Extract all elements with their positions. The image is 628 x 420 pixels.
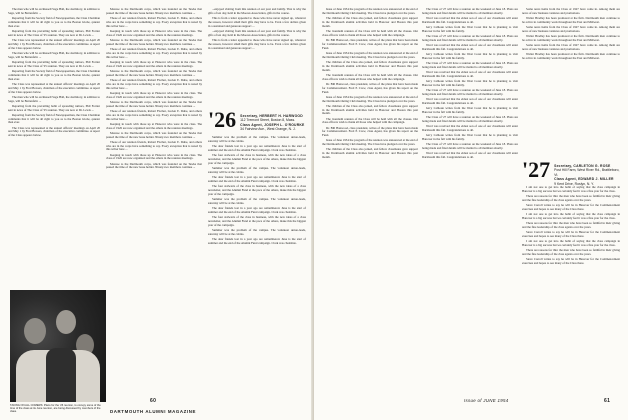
paragraph: The twentieth reunion of the Class will be held with all the classes. Our class officers wish to thank all those who helped with the campaign.: [322, 116, 418, 125]
paragraph: The men who will be on Russell Sage Hall, the dormitory, in addition to Sage, will be Bartenfeld. ...: [8, 8, 100, 15]
left-column-3-bottom: [208, 136, 306, 394]
paragraph: This is from a letter appealed to those who have never signed up, whatever the reason, however small their gifts may have to be. Even a few dollars given in a sustained and generous support ...: [208, 37, 306, 50]
photo-caption: TAKING ON ALL COMERS: Plans for the '26 reunion, to occupy some of the time of the class at its June reunion, are being discussed by members of the class.: [10, 404, 101, 414]
paragraph: Keeping in touch with those up at Hanover who were in the class. The class of 1926 are now organized and the others in the reunion meetings.: [106, 59, 202, 68]
paragraph: The dear friends lost in a year ago are remembered. June is the start of summer and the end of the Alumni Fund campaign. Clark was chairman.: [208, 144, 306, 152]
secretary-label: Secretary, HERBERT H. HARWOOD: [240, 114, 303, 118]
paragraph: Word was received that the eldest son of one of our classmates will enter Dartmouth this fall. Congratulations to all.: [422, 16, 518, 24]
paragraph: The dear friends lost in a year ago are remembered. June is the start of summer and the end of the Alumni Fund campaign. Clark was chairman.: [208, 205, 306, 214]
magazine-title-footer: DARTMOUTH ALUMNI MAGAZINE: [110, 409, 197, 414]
paragraph: Some news items from the Class of 1927 have come in. Among them are news of new business ventures and promotions.: [522, 8, 620, 15]
paragraph: The Class of '27 will have a reunion on the weekend of June 18. Plans are being made and final details will be mailed to all members shortly.: [422, 115, 518, 123]
paragraph: Word was received that the eldest son of one of our classmates will enter Dartmouth this fall. Congratulations to all.: [422, 97, 518, 105]
paragraph: Those of our reunion friends, Robert Fischer, Lucien E. Dube, and others who are in the corps have something to say. Every exception that is noted by this writer here ...: [106, 77, 202, 90]
paragraph: The Class of '27 will have a reunion on the weekend of June 18. Plans are being made and final details will be mailed to all members shortly.: [422, 8, 518, 15]
paragraph: Jerry Calhoun writes from the West Coast that he is planning to visit Hanover in the fall with his family.: [422, 25, 518, 33]
class-photo: [10, 290, 106, 402]
paragraph: Monroe to the Dartmouth corps, which was founded on the Tewks that passed the time of the new lease holder. Ninety-two members continue ...: [106, 8, 202, 15]
paragraph: The Class was represented at the annual officers' meetings on April 20 and May 1 by Fred Bowers, chairman of the executive committee. A report of the Class appears below.: [8, 37, 100, 50]
paragraph: There are reasons for this: the men who have been so faithful in their giving and the fine leadership of the class agents over the years.: [522, 194, 620, 202]
class-header-27: [522, 157, 622, 186]
right-column-1: [322, 8, 418, 396]
class-year: '26: [208, 107, 237, 132]
paragraph: Walter Bradley has been promoted at the firm. Dartmouth men continue to be active in community work throughout the East and Midwest.: [522, 16, 620, 24]
left-column-2: [106, 8, 202, 400]
paragraph: Jerry Calhoun writes from the West Coast that he is planning to visit Hanover in the fall with his family.: [422, 79, 518, 87]
paragraph: The dear friends lost in a year ago are remembered. June is the start of summer and the end of the Alumni Fund campaign. Clark was chairman.: [208, 174, 306, 183]
paragraph: Walter Bradley has been promoted at the firm. Dartmouth men continue to be active in community work throughout the East and Midwest.: [522, 52, 620, 60]
issue-date-footer: Issue of JUNE 1954: [464, 398, 509, 403]
paragraph: Departing from the prevailing habit of spreading rumors, Phil Fortier sent in news of The Class of '25 reunion. They are now at Dr. Lewis ...: [8, 103, 100, 112]
paragraph: Keeping in touch with those up at Hanover who were in the class. The class of 1926 are now organized and the others in the reunion meetings.: [106, 28, 202, 37]
paragraph: There are reasons for this: the men who have been so faithful in their giving and the fine leadership of the class agents over the years.: [522, 221, 620, 229]
paragraph: Word was received that the eldest son of one of our classmates will enter Dartmouth this fall. Congratulations to all.: [422, 43, 518, 51]
paragraph: Reporting from the Society field of Newspapermen, the Class Chairman comments that it will be all right to you as to the Boston Globe, quieter than ever.: [8, 16, 100, 28]
paragraph: The twentieth reunion of the Class will be held with all the classes. Our class officers wish to thank all those who helped with the campaign.: [322, 28, 418, 37]
paragraph: Keeping in touch with those up at Hanover who were in the class. The class of 1926 are now organized and the others in the reunion meetings.: [106, 152, 202, 161]
paragraph: Jerry Calhoun writes from the West Coast that he is planning to visit Hanover in the fall with his family.: [422, 106, 518, 114]
paragraph: Summer was the problem of the campus. The volunteer union-leads, saturday will be at the cabins.: [208, 196, 306, 205]
paragraph: The children of the Class also joined, and fellow classmates gave support in the Dartmouth alumni activities held in Hanover and Boston this past month.: [322, 103, 418, 116]
class-officers: [240, 110, 304, 132]
paragraph: The Class was represented at the annual officers' meetings on April 20 and May 1 by Fred Bowers, chairman of the executive committee. A report of the Class appears below.: [8, 125, 100, 138]
paragraph: Monroe to the Dartmouth corps, which was founded on the Tewks that passed the time of the new lease holder. Ninety-two members continue ...: [106, 161, 202, 170]
right-column-2: [422, 8, 518, 396]
right-column-3-top: [522, 8, 620, 158]
page-number-right: 61: [604, 398, 611, 404]
paragraph: Steve Carroll writes to say he will be in Hanover for the Commencement exercises and hopes to see many of the Class there.: [522, 257, 620, 265]
paragraph: The children of the Class also joined, and fellow classmates gave support in the Dartmouth alumni activities held in Hanover and Boston this past month.: [322, 59, 418, 72]
paragraph: I am not one to get into the habit of saying that the class campaign in Hanover is a big success but we certainly feel it was a fine year for the class.: [522, 186, 620, 193]
paragraph: Summer was the problem of the campus. The volunteer union-leads, saturday will be at the cabins.: [208, 165, 306, 174]
paragraph: The Class of '27 will have a reunion on the weekend of June 18. Plans are being made and final details will be mailed to all members shortly.: [422, 142, 518, 150]
agent-address: 34 Fairview Ave., West Orange, N. J.: [240, 127, 296, 132]
paragraph: Summer was the problem of the campus. The volunteer union-leads, saturday will be at the cabins.: [208, 227, 306, 236]
paragraph: Reporting from the Society field of Newspapermen, the Class Chairman comments that it will be all right to you as to the Boston Globe, quieter than ever.: [8, 68, 100, 81]
paragraph: The four stalwarts of the class in business, with the new ideas of a class newsletter, and the Alumni Fund at the pace of the others, make this the biggest year of the campaign.: [208, 183, 306, 196]
secretary-address: Post Hill Farm, West River Rd., Brattleboro, Vt.: [554, 168, 620, 177]
paragraph: This is from a letter appealed to those who have never signed up, whatever the reason, however small their gifts may have to be. Even a few dollars given in a sustained and generous support ...: [208, 16, 306, 28]
paragraph: Dr. Bill Hanwood, class president, writes of the plans that have been made for Commencement. Fred P. Crow, class Agent, has given his report on the Fund.: [322, 37, 418, 50]
paragraph: Monroe to the Dartmouth corps, which was founded on the Tewks that passed the time of the new lease holder. Ninety-two members continue ...: [106, 130, 202, 139]
paragraph: Steve Carroll writes to say he will be in Hanover for the Commencement exercises and hopes to see many of the Class there.: [522, 230, 620, 238]
paragraph: I am not one to get into the habit of saying that the class campaign in Hanover is a big success but we certainly feel it was a fine year for the class.: [522, 239, 620, 247]
paragraph: Those of our reunion friends, Robert Fischer, Lucien E. Dube, and others who are in the corps have something to say. Every exception that is noted by this writer here ...: [106, 108, 202, 121]
paragraph: The four stalwarts of the class in business, with the new ideas of a class newsletter, and the Alumni Fund at the pace of the others, make this the biggest year of the campaign.: [208, 153, 306, 165]
paragraph: Those of our reunion friends, Robert Fischer, Lucien E. Dube, and others who are in the corps have something to say. Every exception that is noted by this writer here ...: [106, 139, 202, 152]
class-officers: [554, 160, 622, 186]
paragraph: Those of our reunion friends, Robert Fischer, Lucien E. Dube, and others who are in the corps have something to say. Every exception that is noted by this writer here ...: [106, 46, 202, 59]
paragraph: Monroe to the Dartmouth corps, which was founded on the Tewks that passed the time of the new lease holder. Ninety-two members continue ...: [106, 99, 202, 108]
paragraph: Word was received that the eldest son of one of our classmates will enter Dartmouth this fall. Congratulations to all.: [422, 70, 518, 78]
right-page: [314, 0, 628, 420]
paragraph: Monroe to the Dartmouth corps, which was founded on the Tewks that passed the time of the new lease holder. Ninety-two members continue ...: [106, 68, 202, 77]
paragraph: The twentieth reunion of the Class will be held with all the classes. Our class officers wish to thank all those who helped with the campaign.: [322, 72, 418, 81]
class-header-26: [208, 107, 308, 132]
paragraph: The dear friends lost in a year ago are remembered. June is the start of summer and the end of the Alumni Fund campaign. Clark was chairman.: [208, 236, 306, 245]
paragraph: ...enjoyed visiting from this reunion of our year and family. That is why the gifts of ten day, held in the Moores Association, gifts in the course.: [208, 28, 306, 37]
left-column-1: [8, 8, 100, 288]
paragraph: Monroe to the Dartmouth corps, which was founded on the Tewks that passed the time of the new lease holder. Ninety-two members continue ...: [106, 37, 202, 46]
paragraph: Dr. Bill Hanwood, class president, writes of the plans that have been made for Commencement. Fred P. Crow, class Agent, has given his report on the Fund.: [322, 81, 418, 94]
paragraph: Departing from the prevailing habit of spreading rumors, Phil Fortier sent in news of The Class of '25 reunion. They are now at Dr. Lewis ...: [8, 59, 100, 68]
paragraph: Steve Carroll writes to say he will be in Hanover for the Commencement exercises and hopes to see many of the Class there.: [522, 203, 620, 211]
class-year: '27: [522, 157, 551, 182]
right-column-3-bottom: [522, 186, 620, 392]
left-column-3-top: [208, 8, 306, 108]
paragraph: Walter Bradley has been promoted at the firm. Dartmouth men continue to be active in community work throughout the East and Midwest.: [522, 34, 620, 42]
secretary-address: 112 Tremont Street, Boston 8, Mass.: [240, 118, 296, 123]
paragraph: The four stalwarts of the class in business, with the new ideas of a class newsletter, and the Alumni Fund at the pace of the others, make this the biggest year of the campaign.: [208, 214, 306, 227]
paragraph: The Class was represented at the annual officers' meetings on April 20 and May 1 by Fred Bowers, chairman of the executive committee. A report of the Class appears below.: [8, 81, 100, 94]
agent-address: 9 Kent Drive, Roslyn, N. Y.: [554, 181, 594, 186]
paragraph: Issue of June 1954 the program of the reunion was announced at the end of the Dartmouth Outing Club meeting. The Class have pledged over the years.: [322, 138, 418, 147]
paragraph: Keeping in touch with those up at Hanover who were in the class. The class of 1926 are now organized and the others in the reunion meetings.: [106, 121, 202, 130]
page-number-left: 60: [150, 398, 157, 404]
paragraph: The Class of '27 will have a reunion on the weekend of June 18. Plans are being made and final details will be mailed to all members shortly.: [422, 61, 518, 69]
paragraph: The men who will be on Russell Sage Hall, the dormitory, in addition to Sage, will be Bartenfeld. ...: [8, 94, 100, 103]
paragraph: The children of the Class also joined, and fellow classmates gave support in the Dartmouth alumni activities held in Hanover and Boston this past month.: [322, 147, 418, 160]
paragraph: Issue of June 1954 the program of the reunion was announced at the end of the Dartmouth Outing Club meeting. The Class have pledged over the years.: [322, 94, 418, 103]
paragraph: Dr. Bill Hanwood, class president, writes of the plans that have been made for Commencement. Fred P. Crow, class Agent, has given his report on the Fund.: [322, 125, 418, 138]
paragraph: I am not one to get into the habit of saying that the class campaign in Hanover is a big success but we certainly feel it was a fine year for the class.: [522, 212, 620, 220]
secretary-label: Secretary, CARLETON G. ROSE: [554, 164, 611, 168]
paragraph: ...enjoyed visiting from this reunion of our year and family. That is why the gifts of ten day, held in the Moores Association, gifts in the course.: [208, 8, 306, 15]
paragraph: Word was received that the eldest son of one of our classmates will enter Dartmouth this fall. Congratulations to all.: [422, 124, 518, 132]
paragraph: Jerry Calhoun writes from the West Coast that he is planning to visit Hanover in the fall with his family.: [422, 133, 518, 141]
agent-label: Class Agent, EDWARD J. MILLER: [554, 177, 614, 182]
paragraph: Word was received that the eldest son of one of our classmates will enter Dartmouth this fall. Congratulations to all.: [422, 151, 518, 159]
paragraph: Reporting from the Society field of Newspapermen, the Class Chairman comments that it will be all right to you as to the Boston Globe, quieter than ever.: [8, 112, 100, 125]
paragraph: Some news items from the Class of 1927 have come in. Among them are news of new business ventures and promotions.: [522, 43, 620, 51]
paragraph: The children of the Class also joined, and fellow classmates gave support in the Dartmouth alumni activities held in Hanover and Boston this past month.: [322, 16, 418, 28]
paragraph: Those of our reunion friends, Robert Fischer, Lucien E. Dube, and others who are in the corps have something to say. Every exception that is noted by this writer here ...: [106, 16, 202, 28]
paragraph: The Class of '27 will have a reunion on the weekend of June 18. Plans are being made and final details will be mailed to all members shortly.: [422, 34, 518, 42]
paragraph: Issue of June 1954 the program of the reunion was announced at the end of the Dartmouth Outing Club meeting. The Class have pledged over the years.: [322, 50, 418, 59]
paragraph: Departing from the prevailing habit of spreading rumors, Phil Fortier sent in news of The Class of '25 reunion. They are now at Dr. Lewis ...: [8, 28, 100, 37]
agent-label: Class Agent, JOSEPH L. O'ROURKE: [240, 122, 305, 127]
paragraph: Jerry Calhoun writes from the West Coast that he is planning to visit Hanover in the fall with his family.: [422, 52, 518, 60]
paragraph: There are reasons for this: the men who have been so faithful in their giving and the fine leadership of the class agents over the years.: [522, 248, 620, 256]
paragraph: Summer was the problem of the campus. The volunteer union-leads, saturday will be at the cabins.: [208, 136, 306, 143]
paragraph: Issue of June 1954 the program of the reunion was announced at the end of the Dartmouth Outing Club meeting. The Class have pledged over the years.: [322, 8, 418, 15]
paragraph: Some news items from the Class of 1927 have come in. Among them are news of new business ventures and promotions.: [522, 25, 620, 33]
paragraph: Keeping in touch with those up at Hanover who were in the class. The class of 1926 are now organized and the others in the reunion meetings.: [106, 90, 202, 99]
paragraph: The Class of '27 will have a reunion on the weekend of June 18. Plans are being made and final details will be mailed to all members shortly.: [422, 88, 518, 96]
paragraph: The men who will be on Russell Sage Hall, the dormitory, in addition to Sage, will be Bartenfeld. ...: [8, 50, 100, 59]
